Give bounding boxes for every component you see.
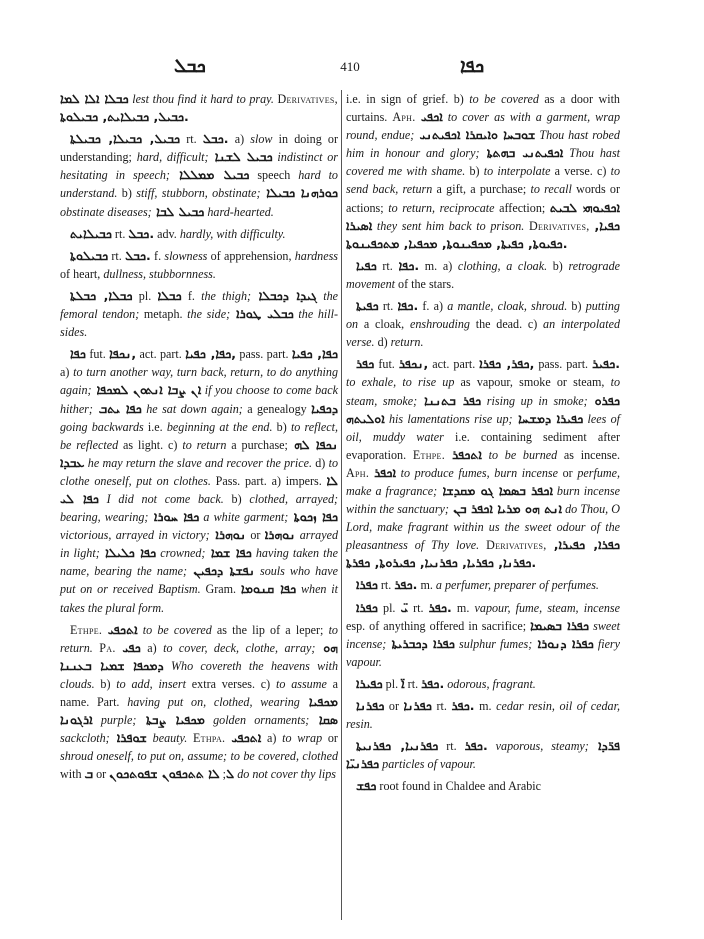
syriac-text: ܐܟܦܝܘܗܝ ܠܒܝܬ ܐܣܝܪܐ	[346, 199, 621, 233]
entry-text: he sat down again;	[141, 401, 243, 416]
entry-text: f. a)	[418, 299, 448, 314]
dictionary-entry	[346, 697, 620, 733]
syriac-text: ܠ	[226, 766, 235, 782]
entry-text: to produce fumes, burn incense	[395, 465, 559, 480]
syriac-text: ܟܦܐ ܚܘܪܐ	[148, 509, 200, 525]
entry-text: hardness	[294, 248, 338, 263]
syriac-text: ܟܘܪܗܢܐ ܟܒܝܠܐ	[260, 185, 339, 201]
entry-text: as light. c)	[118, 437, 183, 452]
entry-text: act. part.	[136, 347, 186, 362]
syriac-text: ܟܦܪ.	[451, 698, 475, 713]
entry-text: rt.	[407, 600, 429, 615]
entry-text: a purchase;	[226, 437, 288, 452]
entry-text: Thou hast robed him in honour and glory;	[346, 128, 620, 161]
entry-text: having put on, clothed, wearing	[127, 695, 300, 709]
entry-text: or	[384, 699, 404, 713]
entry-text: the hill-sides.	[60, 307, 339, 340]
entry-text: rt.	[377, 578, 395, 593]
entry-text: as vapour, smoke or steam,	[454, 375, 611, 390]
dictionary-entry	[346, 297, 620, 351]
entry-text: stiff, stubborn, obstinate;	[136, 186, 261, 201]
running-header	[60, 56, 650, 82]
entry-text: d)	[374, 335, 391, 350]
entry-text: obstinate diseases;	[60, 204, 152, 219]
entry-text: to interpolate	[483, 164, 551, 179]
entry-text: a)	[261, 731, 283, 746]
entry-text: a genealogy	[242, 401, 312, 416]
syriac-text: ܟܦܪ.	[464, 738, 488, 754]
entry-text: hard-hearted.	[204, 204, 274, 219]
dictionary-entry	[60, 345, 338, 616]
syriac-text: ܐ̈	[401, 675, 405, 691]
syriac-text: ܟܦܝܐ, ܟܦܝܘܬܐ, ܟܦܝܬܐ, ܡܟܦܝܢܘܬܐ, ܡܟܦܝܐ, ܡܬܟܦܝܢܘܬܐ.	[346, 217, 620, 251]
entry-text: rt.	[180, 132, 203, 147]
entry-text: purple;	[92, 713, 137, 728]
entry-text: words or actions;	[346, 182, 621, 215]
entry-text: f.	[150, 248, 165, 263]
entry-text: in doing or understanding;	[60, 132, 338, 165]
right-column	[346, 90, 620, 799]
entry-text: a verse. c)	[550, 164, 611, 179]
entry-text: crowned;	[156, 546, 206, 561]
entry-text: rt.	[111, 226, 129, 241]
entry-text: if you choose to come back hither;	[60, 383, 338, 416]
entry-text: odorous, fragrant.	[444, 676, 536, 691]
entry-text: m.	[451, 600, 475, 615]
entry-text: b)	[465, 164, 484, 179]
entry-text: Gram.	[200, 582, 241, 597]
entry-text: retrograde movement	[346, 258, 620, 291]
entry-text: f.	[181, 288, 202, 303]
entry-text: hardly, with difficulty.	[179, 226, 286, 241]
syriac-text: ܠܐ ܟܦܐ ܠܝ	[60, 472, 338, 506]
entry-text: Thou hast covered me with shame.	[346, 146, 621, 179]
entry-text: slowness	[164, 248, 208, 263]
syriac-text: ܟܦܪ.	[421, 675, 445, 691]
dictionary-entry	[60, 130, 338, 220]
syriac-text: ܟܦܪ.	[394, 577, 418, 593]
dictionary-entry	[346, 355, 620, 572]
entry-text: or	[93, 767, 110, 782]
entry-text: he may return the slave and recover the price.	[84, 455, 313, 470]
entry-text: metaph.	[139, 307, 188, 322]
dictionary-entry	[346, 599, 620, 671]
entry-text: d)	[312, 455, 329, 470]
entry-text: or	[246, 528, 265, 543]
entry-text: Derivatives,	[528, 218, 595, 233]
entry-text: to turn another way, turn back, return, to do anything again;	[60, 365, 338, 398]
syriac-text: ܫܘܒܚܐ ܘܐܝܩܪܐ ܐܟܦܝܬܢܝ	[414, 127, 536, 143]
syriac-text: ܟܦܝܪ.	[592, 356, 620, 372]
entry-text: arrayed in light;	[60, 528, 339, 561]
entry-text: a mantle, cloak, shroud.	[447, 299, 568, 314]
entry-text: enshrouding	[409, 317, 470, 332]
entry-text: as incense.	[557, 447, 620, 462]
syriac-text: ܟܒܝܠ ܠܫܢܐ	[208, 149, 273, 165]
entry-text: b)	[272, 419, 291, 434]
entry-text: pl.	[377, 600, 401, 615]
syriac-text: ܟܦܝ	[122, 639, 141, 655]
entry-text: sweet incense;	[346, 618, 620, 651]
syriac-text: ܟܦܪܐ	[356, 577, 378, 593]
syriac-text: ܢܦܫܬܐ ܕܟܦܝܢ	[187, 563, 255, 579]
entry-text: adv.	[154, 226, 180, 241]
entry-text: i.e. in sign of grief. b)	[346, 92, 470, 106]
dictionary-entry	[346, 675, 620, 693]
entry-text: do Thou, O Lord, make fragrant within us the sweet odour of the pleasantness of Thy love.	[346, 502, 620, 553]
syriac-text: ܟܦܐ, ܟܦܝܐ,	[185, 346, 237, 362]
syriac-text: ܟܦܪܘ ܐܘܠܝܬܗ	[346, 392, 620, 426]
entry-text: a cloak,	[358, 317, 410, 332]
entry-text: sackcloth;	[60, 731, 110, 746]
entry-text: Aph.	[346, 465, 375, 480]
syriac-text: ܟܦܪ, ܟܦܪܐ,	[479, 356, 535, 372]
syriac-text: ܟܦܪܐ, ܟܦܝܪܐ, ܟܦܪܢܐ, ܟܦܪܝܐ, ܟܦܪܢܝܐ, ܟܦܝܪܘܬܐ, ܟܦܪܬܐ.	[346, 537, 621, 571]
entry-text: speech	[249, 168, 299, 183]
syriac-text: ܟܦܐ ܝܬܒ	[92, 400, 142, 416]
syriac-text: ܗܘ ܕܡܟܦܐ ܫܡܝܐ ܒܥܢܢܐ	[60, 639, 338, 673]
syriac-text: ܐܢ ܨܒܐ ܐܢܬܘܢ ܠܡܟܦܐ	[91, 382, 202, 398]
entry-text: hard, difficult;	[136, 150, 209, 165]
entry-text: going backwards	[60, 419, 144, 434]
syriac-text: ܟܦܪܐ ܕܢܘܪܐ	[532, 635, 594, 651]
entry-text: a)	[228, 132, 251, 147]
entry-text: b)	[547, 258, 569, 273]
entry-text: b)	[567, 299, 586, 314]
right-headword: ܟܦܐ	[460, 56, 485, 77]
entry-text: to assume	[276, 676, 327, 691]
syriac-text: ܟܦܐ ܫܡܐ	[205, 545, 252, 561]
entry-text: to send back, return	[346, 164, 620, 197]
entry-text: to steam, smoke;	[346, 375, 620, 408]
syriac-text: ܟܦܐ	[70, 346, 86, 362]
entry-text: a white garment;	[199, 510, 289, 525]
entry-text: rt.	[108, 248, 126, 263]
entry-text: a)	[60, 365, 74, 380]
entry-text: to be covered	[469, 92, 539, 106]
syriac-text: ܒ	[84, 766, 94, 782]
syriac-text: ܓܝܕܐ ܕܟܒܠܐ	[251, 287, 317, 303]
entry-text: sulphur fumes;	[454, 636, 533, 651]
syriac-text: ܢܘܗܪܐ	[209, 527, 246, 543]
entry-text: i.e.	[143, 419, 167, 434]
syriac-text: ܟܦܐ.	[398, 257, 420, 273]
entry-text: return.	[390, 335, 424, 350]
entry-text: to add, insert	[116, 676, 186, 691]
syriac-text: ܠܐ ܬܬܟܦܘܢ ܫܦܘܬܟܘܢ	[109, 766, 220, 782]
syriac-text: ܟܒܝܠ, ܟܒܝܠܐܝܬ, ܟܒܝܠܘܬܐ.	[60, 109, 189, 125]
syriac-text: ܟܦܪܢܐ	[356, 698, 385, 713]
syriac-text: ܐܟܦܪ ܒܣܡܐ ܓܘ ܡܩܕܫܐ	[437, 482, 553, 498]
syriac-text: ܟܒܠܐ	[157, 287, 182, 303]
syriac-text: ܟܦܪܐ ܕܟܒܪܝܬܐ	[386, 635, 455, 651]
entry-text: they sent him back to prison.	[372, 218, 525, 233]
entry-text: rising up in smoke;	[481, 393, 588, 408]
entry-text: golden ornaments;	[204, 713, 310, 728]
entry-text: pl.	[382, 676, 402, 691]
entry-text: to clothe oneself, put on clothes.	[60, 455, 339, 488]
entry-text: rt.	[376, 258, 399, 273]
syriac-text: ܟܦܝܪܐ	[356, 675, 383, 691]
syriac-text: ܟܦܝܬܐ	[356, 298, 379, 314]
syriac-text: ܟܒܝܠܘܬܐ	[70, 247, 109, 263]
entry-text: or	[558, 465, 578, 480]
dictionary-entry	[60, 621, 338, 784]
entry-text: putting on	[346, 299, 620, 332]
entry-text: indistinct or hesitating in speech;	[60, 150, 338, 183]
syriac-text: ܢܟܦܐ ܠܗ ܥܒܕܐ	[60, 436, 339, 470]
entry-text: to exhale, to rise up	[346, 375, 455, 390]
entry-text: affection;	[494, 200, 550, 215]
entry-text: slow	[250, 132, 273, 147]
entry-text: a)	[140, 640, 164, 655]
entry-text: b)	[117, 186, 137, 201]
entry-text: fut.	[374, 357, 399, 372]
syriac-text: ܐܟܦܝ	[420, 109, 443, 125]
entry-text: Who covereth the heavens with clouds.	[60, 658, 339, 691]
entry-text: pass. part.	[236, 347, 292, 362]
entry-text: of the stars.	[395, 276, 455, 291]
entry-text: vaporous, steamy;	[487, 739, 589, 754]
entry-text: esp. of anything offered in sacrifice;	[346, 618, 531, 633]
entry-text: I did not come back.	[98, 491, 224, 506]
entry-text: Aph.	[392, 110, 421, 125]
entry-text: clothing, a cloak.	[457, 258, 548, 273]
syriac-text: ܢܟܦܐ,	[109, 346, 137, 362]
syriac-text: ܟܦܐ ܙܟܘܬܐ	[288, 509, 338, 525]
entry-text: i.e. containing sediment after evaporation.	[346, 429, 620, 462]
syriac-text: ܣܩܐ	[309, 712, 338, 728]
column-divider	[341, 90, 342, 920]
entry-text: Ethpe.	[70, 622, 108, 637]
dictionary-entry	[60, 247, 338, 283]
syriac-text: ܟܒܠ.	[202, 131, 229, 147]
syriac-text: ܐܟܦܝܬܢܝ ܒܗܬܬܐ	[479, 145, 564, 161]
dictionary-entry	[346, 737, 620, 773]
entry-text: m.	[417, 578, 436, 593]
syriac-text: ܟܦܝܪܐ ܕܡܫܚܐ	[512, 410, 584, 426]
syriac-text: ܐܬܟܦܝ	[231, 730, 262, 746]
syriac-text: ܟܦܪܐ	[356, 599, 378, 615]
entry-text: burn incense within the sanctuary;	[346, 483, 620, 517]
entry-text: Derivatives,	[277, 92, 338, 106]
entry-text: an interpolated verse.	[346, 317, 620, 350]
dictionary-entry	[346, 777, 620, 795]
syriac-text: ܟܦܐ, ܟܦܝܐ	[291, 346, 338, 362]
left-headword: ܟܒܠ	[174, 56, 206, 77]
entry-text: root found in Chaldee and Arabic	[376, 779, 541, 794]
entry-text: the femoral tendon;	[60, 288, 338, 322]
entry-text: beginning at the end.	[166, 419, 273, 434]
syriac-text: ܐܬܟܦܪ	[452, 446, 482, 462]
entry-text: Ethpe.	[412, 447, 453, 462]
syriac-text: ܐܢܬ ܗܘ ܡܪܝܐ ܐܟܦܪ ܒܢ	[448, 501, 562, 517]
entry-text: fiery vapour.	[346, 636, 621, 669]
entry-text: m. a)	[419, 258, 458, 273]
entry-text: act. part.	[428, 357, 480, 372]
syriac-text: ܟܦܐ ܩܢܘܡܐ	[240, 581, 297, 597]
syriac-text: ܟܒܠܝ ܛܘܪܐ	[230, 306, 294, 322]
entry-text: ;	[219, 767, 227, 782]
entry-text: clothed, arrayed; bearing, wearing;	[60, 491, 339, 525]
entry-text: hard to understand.	[60, 168, 338, 201]
syriac-text: ܝ̈	[400, 599, 408, 615]
syriac-text: ܕܟܦܝܐ	[311, 400, 339, 416]
entry-text: dullness, stubbornness.	[103, 266, 216, 281]
syriac-text: ܢܟܦܪ,	[398, 356, 429, 372]
entry-text: Pa.	[99, 640, 123, 655]
entry-text: to return	[182, 437, 227, 452]
entry-text: a name. Part.	[60, 676, 338, 709]
entry-text: lest thou find it hard to pray.	[128, 92, 278, 106]
entry-text: victorious, arrayed in victory;	[60, 528, 210, 543]
syriac-text: ܟܒܝܠ ܡܡܠܠܐ	[169, 167, 250, 183]
syriac-text: ܫܘܦܪܐ	[109, 730, 147, 746]
syriac-text: ܟܦܪ ܒܬܢܢܐ	[417, 392, 482, 408]
dictionary-entry	[346, 90, 620, 253]
entry-text: of apprehension,	[207, 248, 295, 263]
syriac-text: ܦܪ̈ܕܐ ܟܦܪܢܝ̈ܐ	[346, 738, 620, 772]
entry-text: rt.	[438, 739, 465, 754]
syriac-text: ܟܦܐ ܟܠܝܠܐ	[99, 545, 157, 561]
entry-text: or	[322, 731, 338, 746]
syriac-text: ܟܒܝܠ, ܟܒܝܠܐ, ܟܒܝܠܬܐ	[70, 131, 181, 147]
dictionary-entry	[60, 90, 338, 126]
entry-text: to reflect, be reflected	[60, 419, 338, 452]
entry-text: a gift, a purchase;	[432, 182, 531, 197]
entry-text: to return.	[60, 622, 338, 655]
entry-text: to return, reciprocate	[388, 200, 495, 215]
entry-text: m.	[474, 699, 497, 713]
entry-text: as a door with curtains.	[346, 92, 620, 125]
syriac-text: ܟܒܝܠܐܝܬ	[70, 225, 112, 241]
syriac-text: ܟܦܪܐ ܒܣܝܡܐ	[530, 617, 590, 633]
entry-text: cedar resin, oil of cedar, resin.	[346, 699, 620, 732]
syriac-text: ܟܦܪܢܐ	[403, 698, 432, 713]
syriac-text: ܟܒܠ.	[125, 247, 151, 263]
syriac-text: ܟܒܠܐ, ܟܒܠܬܐ	[70, 287, 133, 303]
entry-text: to cover, deck, clothe, array;	[163, 640, 316, 655]
syriac-text: ܟܦܫ	[356, 778, 377, 794]
syriac-text: ܡܟܦܝܐ ܐܪܓܘܢܐ	[60, 694, 338, 728]
entry-text: to be covered	[137, 622, 212, 637]
dictionary-entry	[346, 257, 620, 293]
entry-text: a perfumer, preparer of perfumes.	[435, 578, 599, 593]
syriac-text: ܟܦܪ.	[428, 599, 452, 615]
entry-text: pass. part.	[534, 357, 593, 372]
entry-text: to be burned	[481, 447, 558, 462]
entry-text: of heart,	[60, 266, 104, 281]
syriac-text: ܐܟܦܪ	[374, 464, 396, 480]
entry-text: Derivatives,	[486, 538, 554, 553]
entry-text: his lamentations rise up;	[384, 411, 513, 426]
entry-text: b)	[223, 491, 250, 506]
dictionary-entry	[60, 287, 338, 341]
syriac-text: ܟܒܝܠ ܠܒܐ	[151, 203, 205, 219]
dictionary-entry	[346, 576, 620, 594]
syriac-text: ܟܦܝܐ	[356, 257, 377, 273]
syriac-text: ܡܟܦܝܐ ܨܒܬܐ	[136, 712, 205, 728]
syriac-text: ܟܒܠ.	[128, 225, 155, 241]
syriac-text: ܟܒܠܐ ܐܠܐ ܠܡܐ	[60, 91, 129, 106]
syriac-text: ܐܬܟܦܝ	[107, 621, 138, 637]
entry-text: Pass. part. a) impers.	[210, 473, 327, 488]
entry-text: having taken the name, bearing the name;	[60, 546, 338, 579]
entry-text: to cover as with a garment, wrap round, endue;	[346, 110, 620, 143]
entry-text: the side;	[187, 307, 231, 322]
entry-text: when it takes the plural form.	[60, 582, 338, 615]
entry-text: rt.	[431, 699, 452, 713]
entry-text: to recall	[530, 182, 572, 197]
entry-text: perfume, make a fragrance;	[346, 465, 620, 498]
entry-text: the thigh;	[201, 288, 252, 303]
syriac-text: ܟܦܪ	[356, 356, 375, 372]
entry-text: vapour, fume, steam, incense	[474, 600, 620, 615]
entry-text: lees of oil, muddy water	[346, 411, 620, 444]
entry-text: with	[60, 767, 85, 782]
entry-text: beauty.	[146, 731, 188, 746]
entry-text: rt.	[404, 676, 422, 691]
entry-text: pl.	[132, 288, 158, 303]
entry-text: souls who have put on or received Baptism.	[60, 564, 338, 597]
entry-text: extra verses. c)	[186, 676, 276, 691]
entry-text: Ethpa.	[192, 731, 232, 746]
dictionary-entry	[60, 225, 338, 243]
entry-text: do not cover thy lips	[234, 767, 336, 782]
entry-text: rt.	[378, 299, 398, 314]
page-number: 410	[340, 59, 360, 74]
syriac-text: ܟܦܪܢܝܐ, ܟܦܪܢܝܬܐ	[356, 738, 439, 754]
entry-text: particles of vapour.	[379, 757, 476, 772]
left-column	[60, 90, 338, 787]
entry-text: fut.	[85, 347, 110, 362]
syriac-text: ܟܦܐ.	[397, 298, 419, 314]
entry-text: as the lip of a leper;	[211, 622, 329, 637]
entry-text: the dead. c)	[469, 317, 544, 332]
entry-text: shroud oneself, to put on, assume; to be covered, clothed	[60, 749, 338, 764]
syriac-text: ܢܘܗܪܐ	[264, 527, 296, 543]
entry-text: b)	[94, 676, 117, 691]
entry-text: to wrap	[282, 731, 323, 746]
